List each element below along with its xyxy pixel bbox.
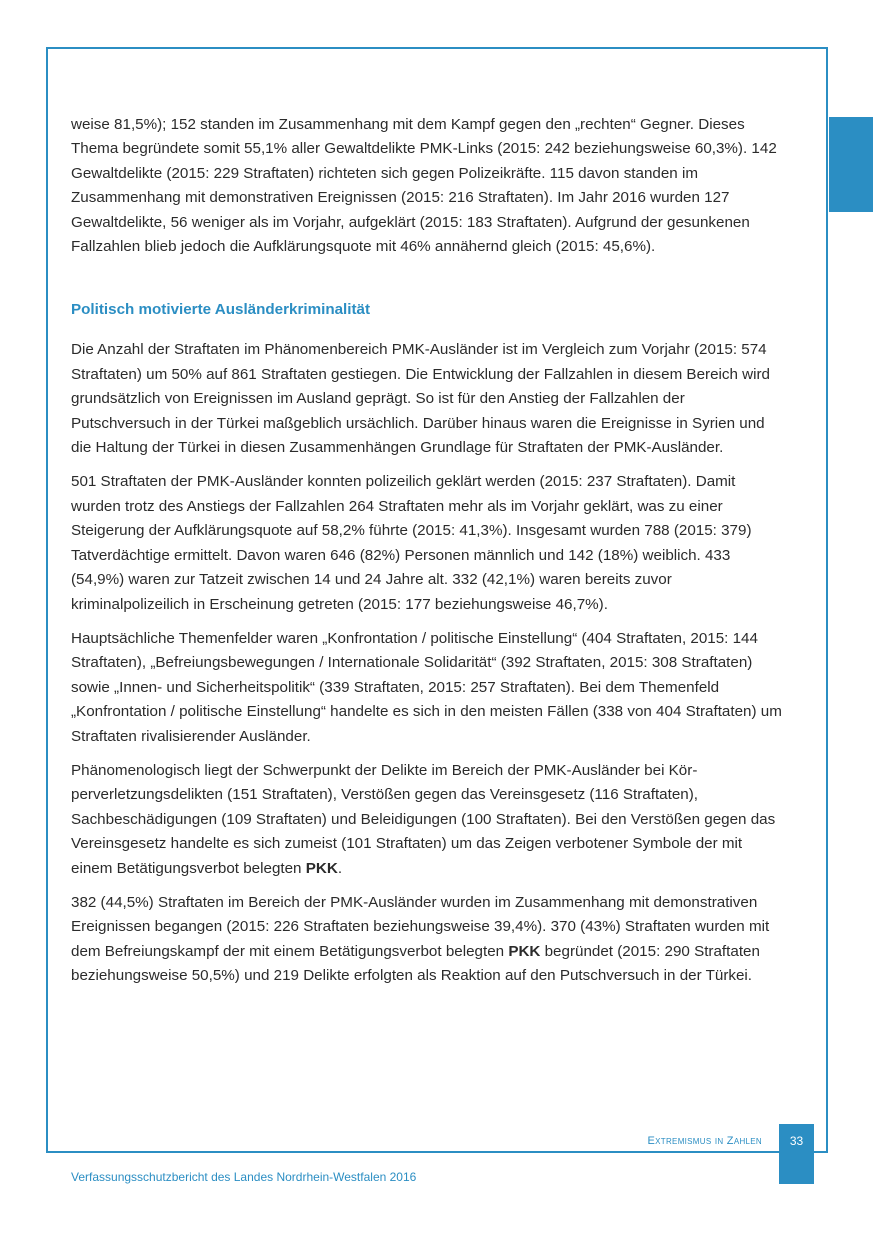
page-content: [71, 113, 787, 999]
paragraph-4: [71, 759, 787, 881]
publication-footer: Verfassungsschutzbericht des Landes Nordrhein-Westfalen 2016: [71, 1170, 417, 1184]
paragraph-5-end: begründet (2015: 290 Straftaten beziehungsweise 50,5%) und 219 Delikte erfolgten als Reaktion auf den Putschversuch in der Türkei.: [71, 942, 760, 985]
paragraph-4-bold: PKK: [305, 859, 338, 877]
paragraph-4-end: .: [337, 859, 343, 877]
paragraph-5: [71, 891, 787, 989]
paragraph-1: Die Anzahl der Straftaten im Phänomenbereich PMK-Ausländer ist im Vergleich zum Vorjahr (2015: 574 Straftaten) um 50% auf 861 Straftaten gestiegen. Die Entwicklung der Fallzahlen in diesem Bereich wird grundsätzlich von Ereignissen im Ausland geprägt. So ist für den Anstieg der Fallzahlen der Putschversuch in der Türkei maßgeblich ursächlich. Darüber hinaus waren die Ereignisse in Syrien und die Haltung der Türkei in diesen Zusammenhängen Grundlage für Straftaten der PMK-Ausländer.: [71, 341, 770, 457]
page-number: 33: [789, 1134, 804, 1148]
paragraph-5-text: 382 (44,5%) Straftaten im Bereich der PMK-Ausländer wurden im Zusammenhang mit demonstrativen Ereignissen begangen (2015: 226 Straftaten beziehungsweise 39,4%). 370 (43%) Straftaten wurden mit dem Befreiungskampf der mit einem Betätigungsverbot belegten: [71, 893, 770, 960]
paragraph-4-text: Phänomenologisch liegt der Schwerpunkt der Delikte im Bereich der PMK-Ausländer bei Körperverletzungsdelikten (151 Straftaten), Verstößen gegen das Vereinsgesetz (116 Straftaten), Sachbeschädigungen (109 Straftaten) und Beleidigungen (100 Straftaten). Bei den Verstößen gegen das Vereinsgesetz handelte es sich zumeist (101 Straftaten) um das Zeigen verbotener Symbole der mit einem Betätigungsverbot belegten: [71, 761, 776, 877]
paragraph-3: Hauptsächliche Themenfelder waren „Konfrontation / politische Einstellung“ (404 Straftaten, 2015: 144 Straftaten), „Befreiungsbewegungen / Internationale Solidarität“ (392 Straftaten, 2015: 308 Straftaten) sowie „Innen- und Sicherheitspolitik“ (339 Straftaten, 2015: 257 Straftaten). Bei dem Themenfeld „Konfrontation / politische Einstellung“ handelte es sich in den meisten Fällen (338 von 404 Straftaten) um Straftaten rivalisierender Ausländer.: [71, 629, 782, 745]
paragraph-2: 501 Straftaten der PMK-Ausländer konnten polizeilich geklärt werden (2015: 237 Straftaten). Damit wurden trotz des Anstiegs der Fallzahlen 264 Straftaten mehr als im Vorjahr geklärt, was zu einer Steigerung der Aufklärungsquote auf 58,2% führte (2015: 41,3%). Insgesamt wurden 788 (2015: 379) Tatverdächtige ermittelt. Davon waren 646 (82%) Personen männlich und 142 (18%) weiblich. 433 (54,9%) waren zur Tatzeit zwischen 14 und 24 Jahre alt. 332 (42,1%) waren bereits zuvor kriminalpolizeilich in Erscheinung getreten (2015: 177 beziehungsweise 46,7%).: [71, 473, 752, 613]
section-label: Extremismus in Zahlen: [647, 1135, 762, 1147]
paragraph-5-bold: PKK: [508, 942, 541, 960]
page-number-box: [779, 1124, 814, 1184]
paragraph-intro: weise 81,5%); 152 standen im Zusammenhang mit dem Kampf gegen den „rechten“ Gegner. Dieses Thema begründete somit 55,1% aller Gewaltdelikte PMK-Links (2015: 242 beziehungsweise 60,3%). 142 Gewaltdelikte (2015: 229 Straftaten) richteten sich gegen Polizeikräfte. 115 davon standen im Zusammenhang mit demonstrativen Ereignissen (2015: 216 Straftaten). Im Jahr 2016 wurden 127 Gewaltdelikte, 56 weniger als im Vorjahr, aufgeklärt (2015: 183 Straftaten). Aufgrund der gesunkenen Fallzahlen blieb jedoch die Aufklärungsquote mit 46% annähernd gleich (2015: 45,6%).: [71, 116, 777, 256]
section-heading: Politisch motivierte Ausländerkriminalität: [71, 301, 371, 319]
chapter-side-tab: [829, 117, 873, 212]
